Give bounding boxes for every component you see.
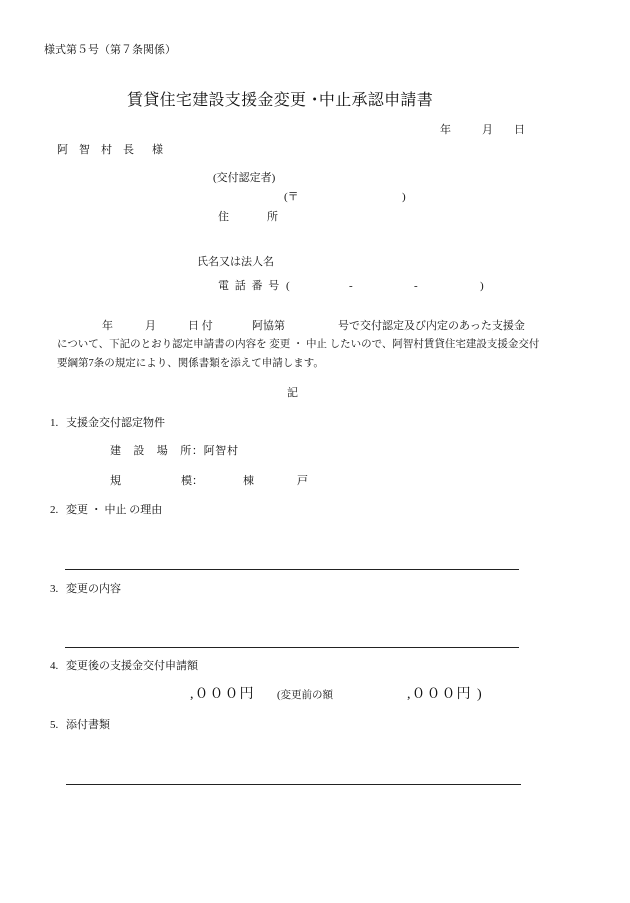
section-5-number: 5. <box>50 719 59 731</box>
statement-year: 年 <box>102 320 113 332</box>
phone-separator-first: - <box>349 280 353 292</box>
section-2-number: 2. <box>50 504 59 516</box>
change-content-answer-line <box>65 647 519 648</box>
statement-day: 日 付 <box>188 320 213 332</box>
note-heading: 記 <box>287 387 298 399</box>
reason-answer-line <box>65 569 519 570</box>
amount-close-paren: ) <box>477 687 483 702</box>
statement-approval-prefix: 阿協第 <box>252 320 285 332</box>
units-unit: 戸 <box>297 475 308 487</box>
section-5-label: 添付書類 <box>66 719 110 731</box>
applicant-heading: (交付認定者) <box>213 172 276 184</box>
statement-line3: 要綱第7条の規定により、関係書類を添えて申請します。 <box>57 358 324 369</box>
address-label-first: 住 <box>218 211 229 223</box>
amount-after-change: ,０００円 <box>190 687 255 702</box>
section-1-label: 支援金交付認定物件 <box>66 417 165 429</box>
date-month-label: 月 <box>482 124 493 136</box>
amount-before-change: ,０００円 <box>407 687 472 702</box>
section-3-label: 変更の内容 <box>66 583 121 595</box>
postal-code-open: (〒 <box>284 191 299 203</box>
addressee-honorific: 様 <box>152 144 163 156</box>
section-4-number: 4. <box>50 660 59 672</box>
statement-line1-text: 号で交付認定及び内定のあった支援金 <box>338 320 525 332</box>
addressee-name: 阿 智 村 長 <box>57 144 134 156</box>
construction-site: 建 設 場 所：阿智村 <box>110 445 239 457</box>
phone-separator-second: - <box>414 280 418 292</box>
section-4-label: 変更後の支援金交付申請額 <box>66 660 198 672</box>
phone-label: 電 話 番 号 <box>218 280 281 292</box>
address-label-second: 所 <box>267 211 278 223</box>
form-number: 様式第５号（第７条関係） <box>44 44 176 56</box>
statement-line2: について、下記のとおり認定申請書の内容を 変更 ・ 中止 したいので、阿智村賃貸住宅建設支援金交付 <box>57 339 540 350</box>
date-year-label: 年 <box>440 124 451 136</box>
section-2-label: 変更 ・ 中止 の理由 <box>66 504 163 516</box>
date-day-label: 日 <box>514 124 525 136</box>
name-label: 氏名又は法人名 <box>197 256 274 268</box>
phone-close: ) <box>480 280 484 292</box>
postal-code-close: ) <box>402 191 406 203</box>
scale-label-start: 規 <box>110 475 121 487</box>
section-3-number: 3. <box>50 583 59 595</box>
section-1-number: 1. <box>50 417 59 429</box>
attachments-answer-line <box>66 784 521 785</box>
buildings-unit: 棟 <box>243 475 254 487</box>
amount-before-label: (変更前の額 <box>277 690 333 701</box>
statement-month: 月 <box>145 320 156 332</box>
phone-open: ( <box>286 280 290 292</box>
scale-label-end: 模： <box>181 475 203 487</box>
form-title: 賃貸住宅建設支援金変更 ･中止承認申請書 <box>127 92 434 109</box>
